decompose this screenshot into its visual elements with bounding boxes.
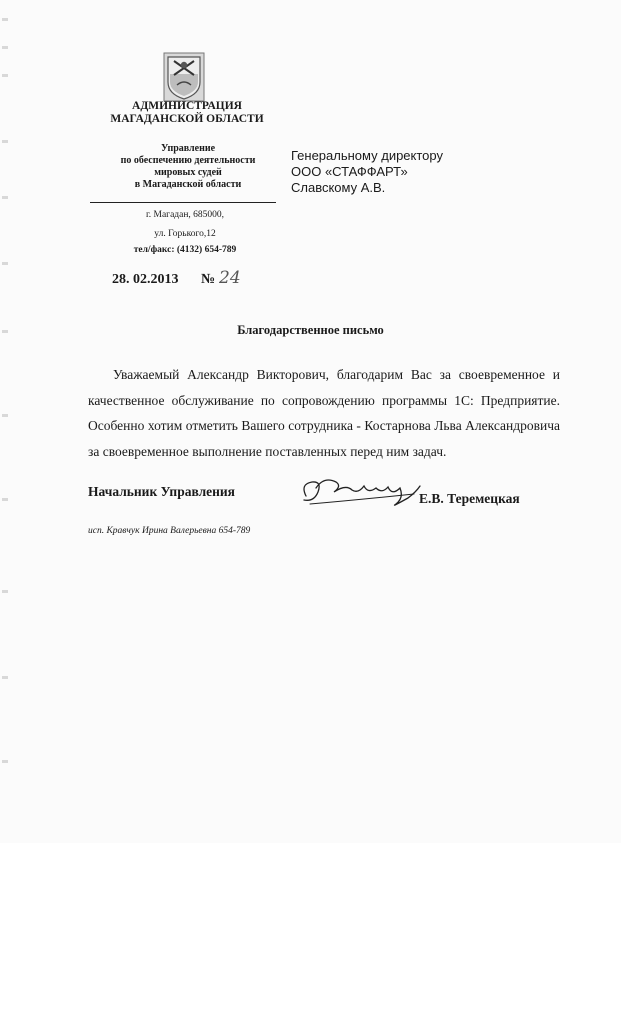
letter-date: 28. 02.2013 <box>112 272 179 287</box>
department-name <box>98 143 278 191</box>
address-city: г. Магадан, 685000, <box>145 210 225 220</box>
recipient-line-1: Генеральному директору <box>291 148 443 163</box>
header-divider <box>90 202 276 203</box>
signatory-position: Начальник Управления <box>88 484 235 499</box>
signatory-name: Е.В. Теремецкая <box>419 491 520 506</box>
phone-fax: тел/факс: (4132) 654-789 <box>133 245 237 255</box>
address-street: ул. Горького,12 <box>154 229 216 239</box>
recipient-line-2: ООО «СТАФФАРТ» <box>291 164 408 179</box>
department-line-2: по обеспечению деятельности <box>120 155 256 166</box>
organization-line-1: АДМИНИСТРАЦИЯ <box>132 100 242 112</box>
organization-name <box>92 100 282 126</box>
department-line-1: Управление <box>160 143 216 154</box>
department-line-4: в Магаданской области <box>134 179 242 190</box>
recipient-line-3: Славскому А.В. <box>291 180 386 195</box>
letter-title: Благодарственное письмо <box>237 323 384 337</box>
letter-body: Уважаемый Александр Викторович, благодарим Вас за своевременное и качественное обслуживание по сопровождению программы 1С: Предприятие. Особенно хотим отметить Вашего сотрудника - Костарнова Льва Александровича за своевременное выполнение поставленных перед ним задач. <box>88 367 560 459</box>
department-line-3: мировых судей <box>154 167 222 178</box>
executor-note: исп. Кравчук Ирина Валерьевна 654-789 <box>88 526 251 536</box>
scan-edge-marks <box>0 0 16 843</box>
letter-number-label: № <box>201 272 216 287</box>
organization-line-2: МАГАДАНСКОЙ ОБЛАСТИ <box>110 113 264 125</box>
letter-number-handwritten: 24 <box>219 268 241 288</box>
coat-of-arms-emblem <box>163 52 205 102</box>
recipient-block <box>291 148 443 196</box>
handwritten-signature <box>296 474 424 512</box>
